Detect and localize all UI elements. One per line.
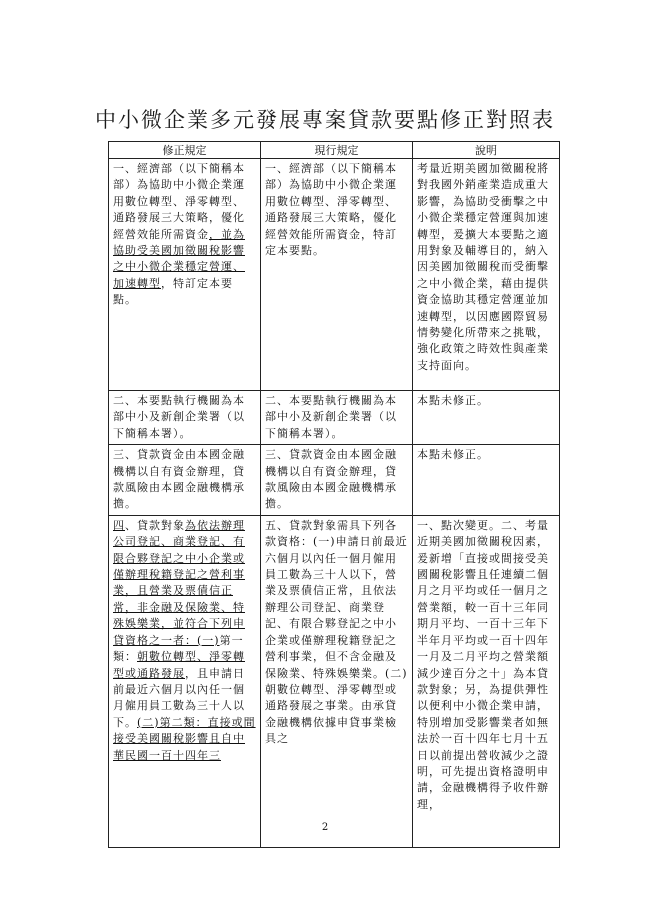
- current-cell: 一、經濟部（以下簡稱本部）為協助中小微企業運用數位轉型、淨零轉型、通路發展三大策略，優化經營效能所需資金，特訂定本要點。: [261, 159, 413, 391]
- page-title: 中小微企業多元發展專案貸款要點修正對照表: [95, 108, 555, 132]
- revised-cell: 三、貸款資金由本國金融機構以自有資金辦理，貸款風險由本國金融機構承擔。: [109, 445, 261, 516]
- table-row: [109, 391, 560, 445]
- table-header-row: [109, 142, 560, 159]
- note-cell: 考量近期美國加徵關稅將對我國外銷產業造成重大影響，為協助受衝擊之中小微企業穩定營運與加速轉型，爰擴大本要點之適用對象及輔導目的，納入因美國加徵關稅而受衝擊之中小微企業，藉由提供資金協助其穩定營運並加速轉型，以因應國際貿易情勢變化所帶來之挑戰，強化政策之時效性與產業支持面向。: [413, 159, 560, 391]
- comparison-table: [108, 141, 560, 848]
- revised-cell: 一、經濟部（以下簡稱本部）為協助中小微企業運用數位轉型、淨零轉型、通路發展三大策略，優化經營效能所需資金，並為協助受美國加徵關稅影響之中小微企業穩定營運、加速轉型，特訂定本要點。: [109, 159, 261, 391]
- table-row: [109, 159, 560, 391]
- current-cell: 二、本要點執行機關為本部中小及新創企業署（以下簡稱本署）。: [261, 391, 413, 445]
- header-note: 說明: [413, 142, 560, 159]
- revised-cell: 四、貸款對象為依法辦理公司登記、商業登記、有限合夥登記之中小企業或僅辦理稅籍登記之營利事業，且營業及票債信正常，非金融及保險業、特殊娛樂業，並符合下列申貸資格之一者：(一)第一類：朝數位轉型、淨零轉型或通路發展，且申請日前最近六個月以內任一個月僱用員工數為三十人以下。(二)第二類：直接或間接受美國關稅影響且自中華民國一百十四年三: [109, 515, 261, 847]
- current-cell: 五、貸款對象需具下列各款資格：(一)申請日前最近六個月以內任一個月僱用員工數為三十人以下，營業及票債信正常，且依法辦理公司登記、商業登記、有限合夥登記之中小企業或僅辦理稅籍登記之營利事業，但不含金融及保險業、特殊娛樂業。(二)朝數位轉型、淨零轉型或通路發展之事業。由承貸金融機構依據申貸事業檢具之: [261, 515, 413, 847]
- revised-cell: 二、本要點執行機關為本部中小及新創企業署（以下簡稱本署）。: [109, 391, 261, 445]
- page-number: 2: [321, 822, 329, 833]
- note-cell: 一、點次變更。二、考量近期美國加徵關稅因素，爰新增「直接或間接受美國關稅影響且任連續二個月之月平均或任一個月之營業額，較一百十三年同期月平均、一百十三年下半年月平均或一百十四年一月及二月平均之營業額減少達百分之十」為本貸款對象；另，為提供彈性以便利中小微企業申請，特別增加受影響業者如無法於一百十四年七月十五日以前提出營收減少之證明，可先提出資格證明申請，金融機構得予收件辦理，: [413, 515, 560, 847]
- note-cell: 本點未修正。: [413, 445, 560, 516]
- current-cell: 三、貸款資金由本國金融機構以自有資金辦理，貸款風險由本國金融機構承擔。: [261, 445, 413, 516]
- note-cell: 本點未修正。: [413, 391, 560, 445]
- header-revised: 修正規定: [109, 142, 261, 159]
- table-row: [109, 445, 560, 516]
- table-row: [109, 515, 560, 847]
- header-current: 現行規定: [261, 142, 413, 159]
